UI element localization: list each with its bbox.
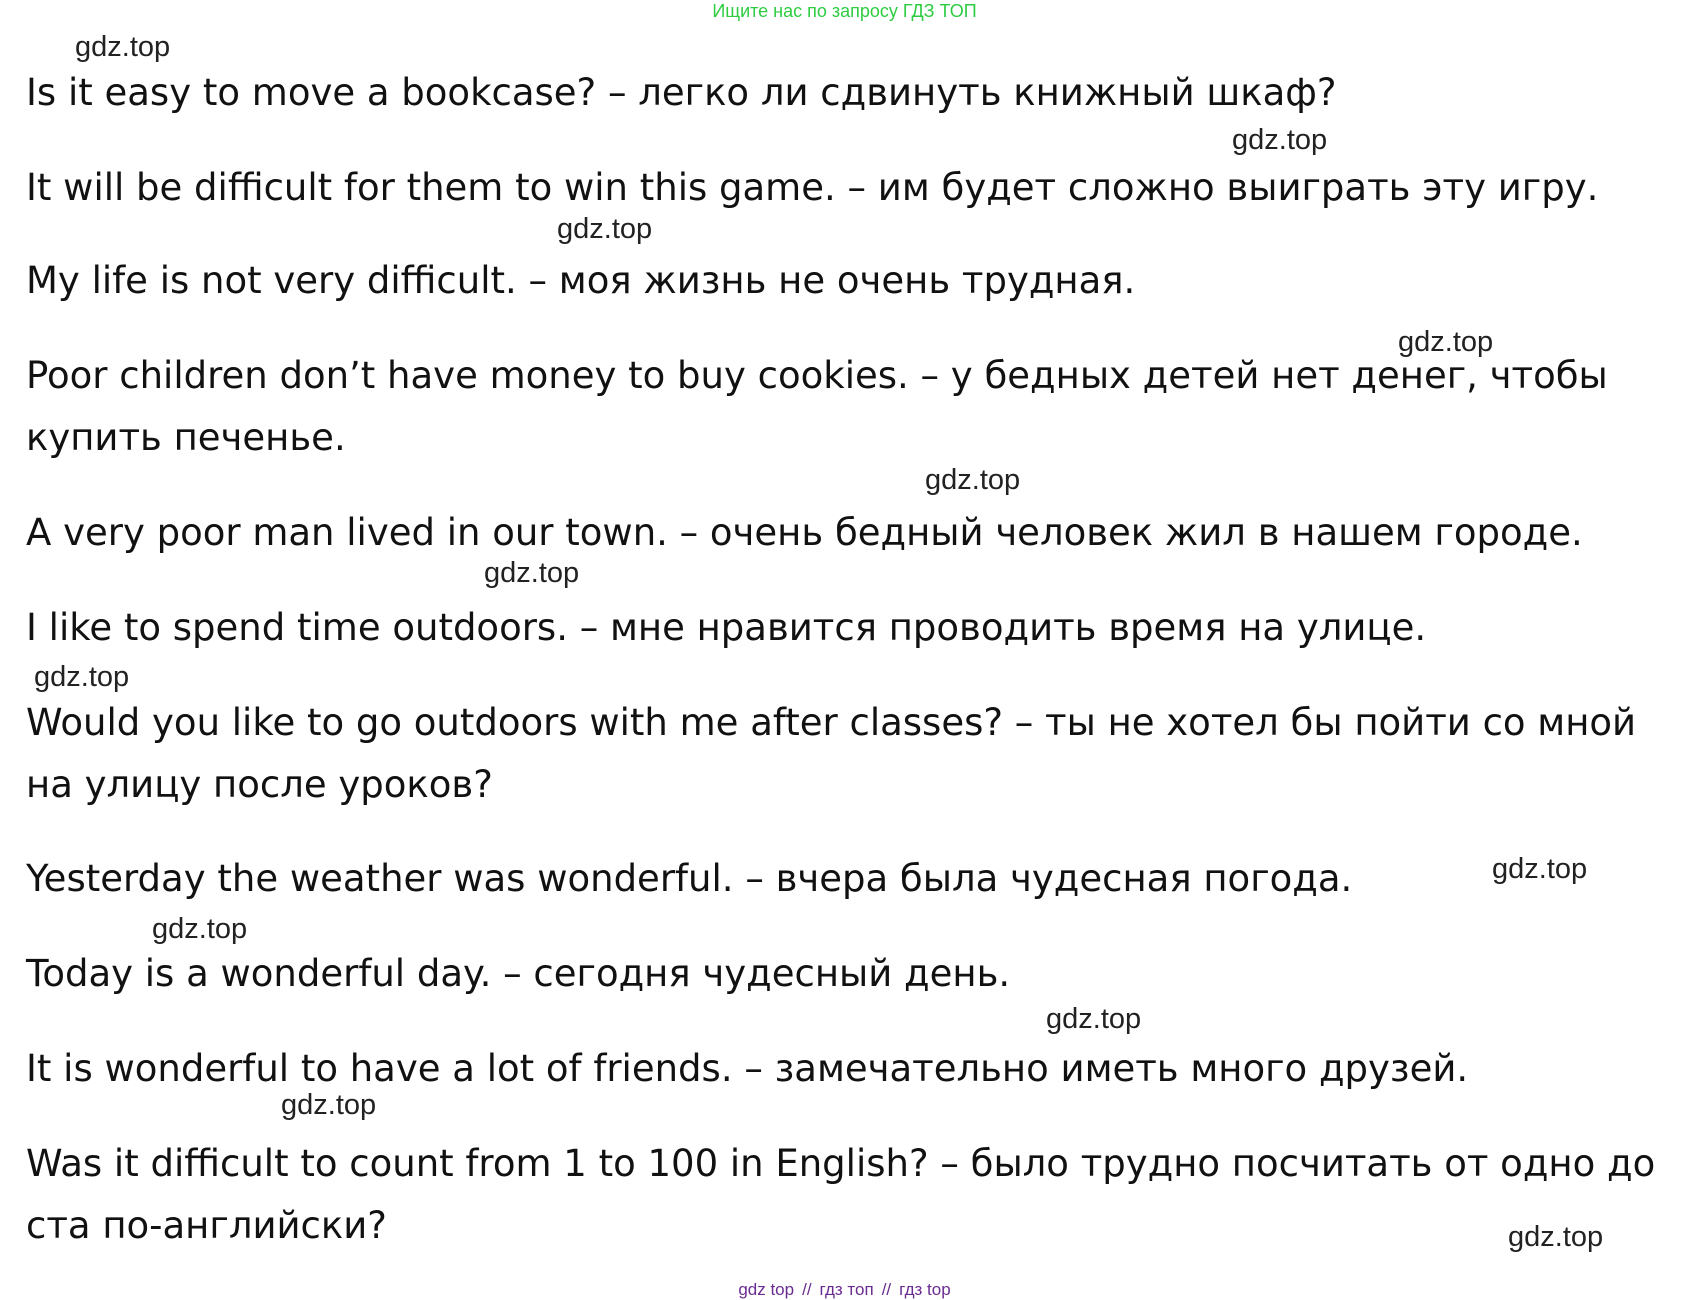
watermark: gdz.top [1398,326,1494,358]
sentence-5: A very poor man lived in our town. – очень бедный человек жил в нашем городе. [26,511,1583,554]
sentence-7: Would you like to go outdoors with me after classes? – ты не хотел бы пойти со мной на улицу после уроков? [26,701,1637,806]
sentence-1: Is it easy to move a bookcase? – легко ли сдвинуть книжный шкаф? [26,71,1337,114]
sentence-6: I like to spend time outdoors. – мне нравится проводить время на улице. [26,606,1427,649]
sentence-11: Was it difficult to count from 1 to 100 in English? – было трудно посчитать от одно до ста по-английски? [26,1142,1656,1247]
watermark: gdz.top [281,1089,377,1121]
watermark: gdz.top [34,661,130,693]
watermark: gdz.top [1492,853,1588,885]
footer-link[interactable]: гдз top [899,1280,951,1299]
sentence-2: It will be difficult for them to win this game. – им будет сложно выиграть эту игру. [26,166,1599,209]
watermark: gdz.top [557,213,653,245]
sentence-10: It is wonderful to have a lot of friends. – замечательно иметь много друзей. [26,1047,1469,1090]
watermark: gdz.top [1508,1221,1604,1253]
watermark: gdz.top [484,557,580,589]
sentence-4: Poor children don’t have money to buy cookies. – у бедных детей нет денег, чтобы купить печенье. [26,354,1608,459]
watermark: gdz.top [75,31,171,63]
footer-link[interactable]: гдз топ [819,1280,874,1299]
footer-separator: // [881,1280,892,1299]
watermark: gdz.top [925,464,1021,496]
sentence-8: Yesterday the weather was wonderful. – вчера была чудесная погода. [26,857,1353,900]
footer-link[interactable]: gdz top [738,1280,795,1299]
watermark: gdz.top [152,913,248,945]
footer-links [0,1280,1689,1300]
sentence-3: My life is not very difficult. – моя жизнь не очень трудная. [26,259,1136,302]
footer-separator: // [802,1280,812,1299]
watermark: gdz.top [1232,124,1328,156]
top-banner: Ищите нас по запросу ГДЗ ТОП [712,1,977,21]
sentence-9: Today is a wonderful day. – сегодня чудесный день. [26,952,1011,995]
watermark: gdz.top [1046,1003,1142,1035]
